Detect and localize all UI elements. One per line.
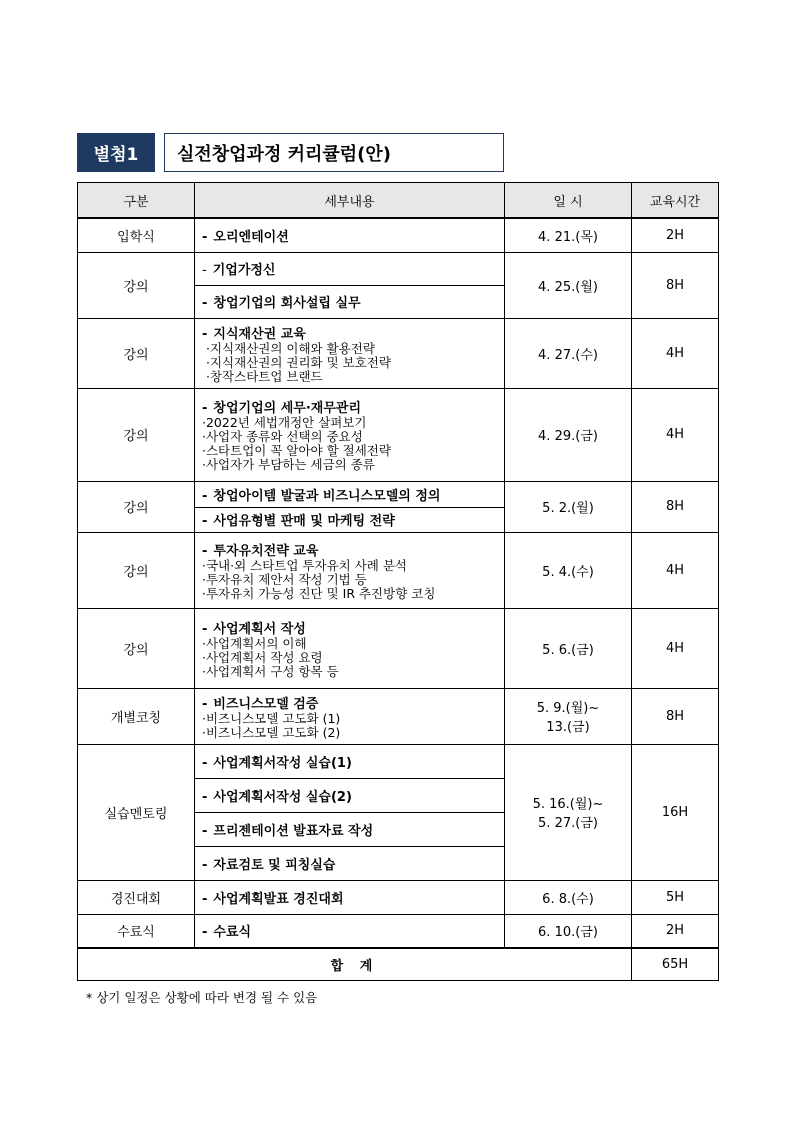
sub-item: ·투자유치 제안서 작성 기법 등 [202,571,367,587]
main-item: - 프리젠테이션 발표자료 작성 [202,823,374,839]
hours-cell: 16H [632,744,719,880]
table-row [78,688,719,744]
hours-cell: 2H [632,218,719,252]
sub-item: ·투자유치 가능성 진단 및 IR 추진방향 코칭 [202,585,436,601]
category-cell: 강의 [78,608,195,688]
date-end: 13.(금) [546,720,590,735]
sub-item: ·비즈니스모델 고도화 (1) [202,710,341,726]
attachment-header [77,133,504,172]
main-item: - 비즈니스모델 검증 [202,696,319,712]
sub-item: ·사업계획서 구성 항목 등 [202,663,339,679]
main-item: - 자료검토 및 피칭실습 [202,857,336,873]
detail-cell [195,252,505,285]
hours-cell: 4H [632,388,719,481]
sub-item: ·사업계획서의 이해 [202,635,307,651]
main-item: - 수료식 [202,925,252,941]
table-row [78,318,719,388]
detail-cell [195,880,505,914]
detail-cell [195,608,505,688]
detail-cell [195,688,505,744]
total-hours-cell: 65H [632,948,719,980]
table-row [78,880,719,914]
date-end: 5. 27.(금) [538,816,598,831]
hours-cell: 2H [632,914,719,948]
table-row [78,252,719,285]
main-item: - 사업계획서작성 실습(1) [202,755,352,771]
detail-cell [195,532,505,608]
sub-item: ·사업계획서 작성 요령 [202,649,323,665]
total-label-cell [78,948,632,980]
detail-cell [195,812,505,846]
detail-cell [195,285,505,318]
main-item: - 투자유치전략 교육 [202,543,319,559]
sub-item: ·지식재산권의 권리화 및 보호전략 [206,354,391,370]
date-cell [505,744,632,880]
total-label: 합 계 [330,958,379,974]
date-cell [505,688,632,744]
main-item: - 창업기업의 회사설립 실무 [202,296,361,311]
attachment-badge: 별첨1 [77,133,155,172]
total-row [78,948,719,980]
category-cell: 입학식 [78,218,195,252]
sub-item: ·국내·외 스타트업 투자유치 사례 분석 [202,557,407,573]
sub-item: ·사업자가 부담하는 세금의 종류 [202,457,375,472]
column-header-details: 세부내용 [195,183,505,219]
hours-cell: 5H [632,880,719,914]
date-start: 5. 9.(월)~ [536,701,600,716]
curriculum-table [77,182,719,981]
category-cell: 개별코칭 [78,688,195,744]
date-cell: 5. 6.(금) [505,608,632,688]
table-row [78,532,719,608]
column-header-date: 일 시 [505,183,632,219]
date-cell: 4. 29.(금) [505,388,632,481]
table-header-row [78,183,719,219]
sub-item: ·사업자 종류와 선택의 중요성 [202,429,363,444]
main-item: - 사업계획서 작성 [202,621,306,637]
date-cell: 4. 27.(수) [505,318,632,388]
footnote: * 상기 일정은 상황에 따라 변경 될 수 있음 [86,990,318,1005]
main-item: - 사업계획발표 경진대회 [202,891,344,907]
category-cell: 강의 [78,481,195,532]
detail-cell [195,778,505,812]
date-cell: 6. 8.(수) [505,880,632,914]
hours-cell: 4H [632,532,719,608]
main-item: - 창업기업의 세무·재무관리 [202,401,362,416]
hours-cell: 8H [632,252,719,318]
category-cell: 실습멘토링 [78,744,195,880]
detail-cell [195,507,505,532]
detail-cell [195,846,505,880]
main-item: - 지식재산권 교육 [202,326,306,342]
hours-cell: 8H [632,688,719,744]
date-cell: 5. 4.(수) [505,532,632,608]
hours-cell: 4H [632,318,719,388]
detail-cell [195,914,505,948]
table-row [78,914,719,948]
hours-cell: 4H [632,608,719,688]
main-item: - 창업아이템 발굴과 비즈니스모델의 정의 [202,488,441,504]
sub-item: ·2022년 세법개정안 살펴보기 [202,415,367,430]
detail-cell [195,318,505,388]
category-cell: 강의 [78,532,195,608]
main-item: - 사업계획서작성 실습(2) [202,789,352,805]
table-row [78,608,719,688]
main-item: - 오리엔테이션 [202,229,289,245]
document-title: 실전창업과정 커리큘럼(안) [164,133,504,172]
main-item: - 사업유형별 판매 및 마케팅 전략 [202,514,395,529]
date-cell: 4. 25.(월) [505,252,632,318]
category-cell: 경진대회 [78,880,195,914]
detail-cell [195,481,505,507]
date-cell: 6. 10.(금) [505,914,632,948]
column-header-category: 구분 [78,183,195,219]
sub-item: ·비즈니스모델 고도화 (2) [202,724,341,740]
date-cell: 5. 2.(월) [505,481,632,532]
category-cell: 강의 [78,388,195,481]
sub-item: ·창작스타트업 브랜드 [206,368,323,384]
category-cell: 수료식 [78,914,195,948]
column-header-hours: 교육시간 [632,183,719,219]
category-cell: 강의 [78,318,195,388]
table-row [78,481,719,507]
date-cell: 4. 21.(목) [505,218,632,252]
detail-cell [195,388,505,481]
sub-item: ·스타트업이 꼭 알아야 할 절세전략 [202,443,391,458]
hours-cell: 8H [632,481,719,532]
table-row [78,388,719,481]
detail-cell [195,744,505,778]
detail-cell [195,218,505,252]
main-item: - 기업가정신 [202,263,276,278]
sub-item: ·지식재산권의 이해와 활용전략 [206,340,375,356]
category-cell: 강의 [78,252,195,318]
table-row [78,744,719,778]
table-row [78,218,719,252]
date-start: 5. 16.(월)~ [532,797,604,812]
